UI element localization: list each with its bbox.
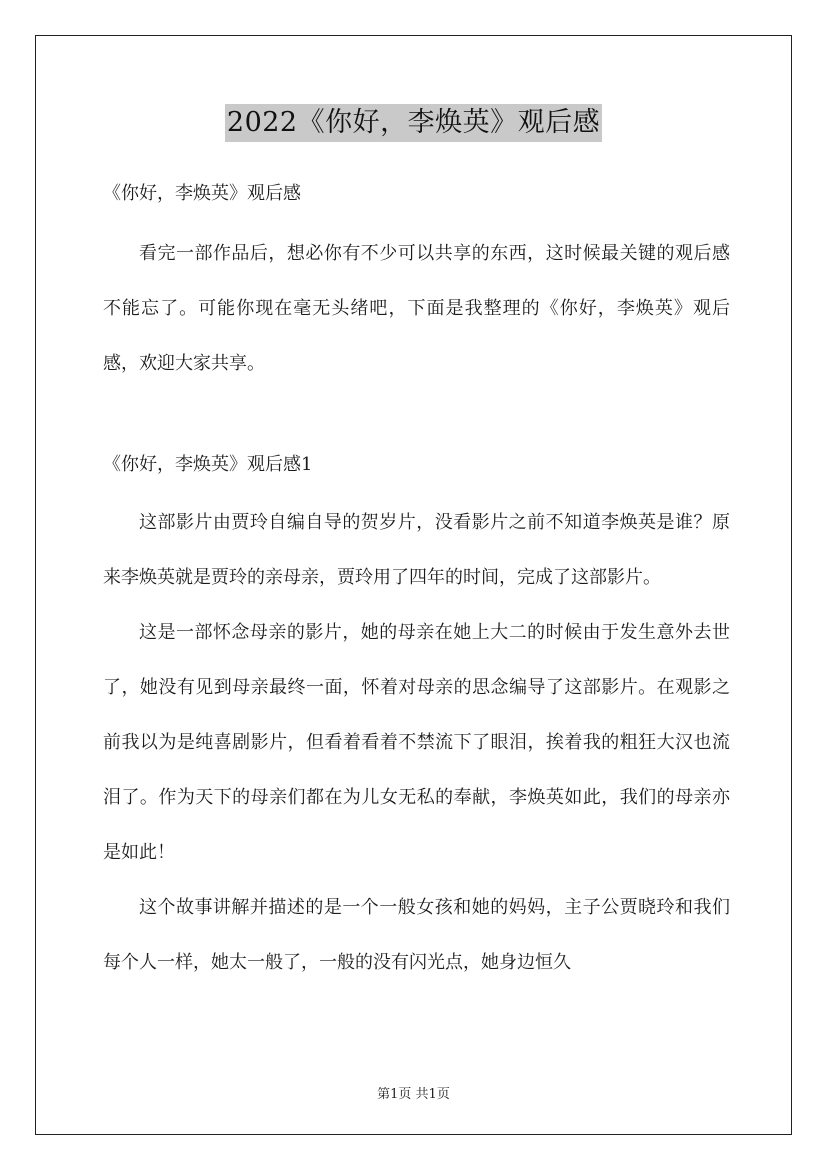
body-paragraph: 这是一部怀念母亲的影片，她的母亲在她上大二的时候由于发生意外去世了，她没有见到母亲最终一面，怀着对母亲的思念编导了这部影片。在观影之前我以为是纯喜剧影片，但看着看着不禁流下了眼泪，挨着我的粗狂大汉也流泪了。作为天下的母亲们都在为儿女无私的奉献，李焕英如此，我们的母亲亦是如此！ [103,622,730,863]
page-footer: 第1页 共1页 [377,1087,450,1102]
document-subtitle: 《你好，李焕英》观后感 [103,183,301,204]
spacer [103,483,730,495]
spacer [103,391,730,447]
body-paragraph: 这部影片由贾玲自编自导的贺岁片，没看影片之前不知道李焕英是谁？原来李焕英就是贾玲的亲母亲，贾玲用了四年的时间，完成了这部影片。 [103,512,730,588]
document-body [103,176,730,990]
title-container [0,104,827,142]
body-paragraph: 这个故事讲解并描述的是一个一般女孩和她的妈妈，主子公贾晓玲和我们每个人一样，她太一般了，一般的没有闪光点，她身边恒久 [103,897,730,973]
section-heading: 《你好，李焕英》观后感1 [103,454,313,475]
document-title: 2022《你好，李焕英》观后感 [225,104,602,142]
spacer [103,212,730,226]
intro-paragraph: 看完一部作品后，想必你有不少可以共享的东西，这时候最关键的观后感不能忘了。可能你现在毫无头绪吧，下面是我整理的《你好，李焕英》观后感，欢迎大家共享。 [103,243,730,374]
